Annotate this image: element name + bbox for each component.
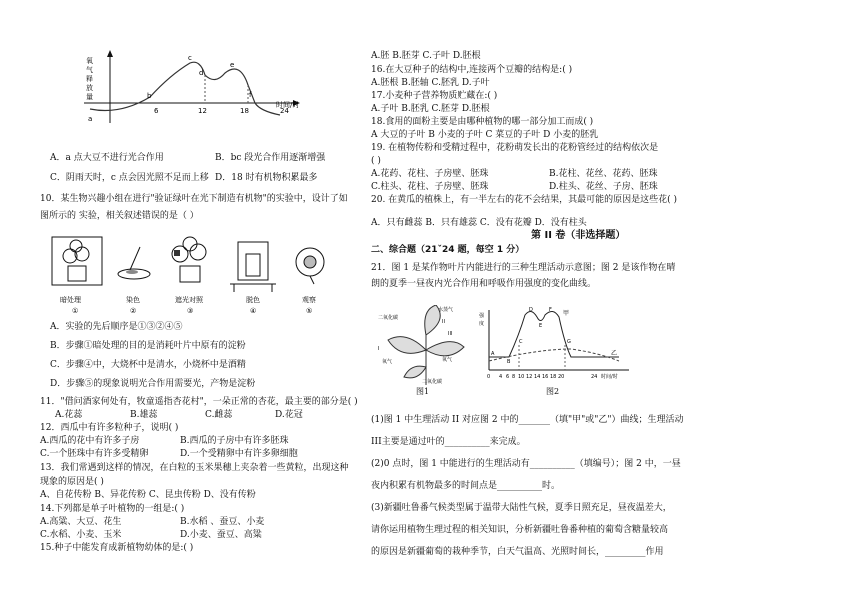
q12-option-d: D.一个受精卵中有许多卵细胞 <box>180 449 298 459</box>
q15-stem: 15.种子中能发育成新植物幼体的是:( ) <box>40 543 194 553</box>
fig2-tick-0: 0 <box>487 374 491 380</box>
fig2-point-c: C <box>519 339 523 345</box>
fig2-tick-12: 12 <box>526 374 533 380</box>
q9-option-a: A．a 点大豆不进行光合作用 <box>50 153 164 163</box>
q18-options: A 大豆的子叶 B 小麦的子叶 C 菜豆的子叶 D 小麦的胚乳 <box>371 130 599 140</box>
q19-option-c: C.柱头、花柱、子房壁、胚珠 <box>371 182 489 192</box>
q9-option-c: C．阴雨天时，c 点会因光照不足而上移 <box>50 173 209 183</box>
q14-option-a: A.高粱、大豆、花生 <box>40 517 122 527</box>
q12-option-c: C.一个胚珠中有许多受精卵 <box>40 449 149 459</box>
step-4-name: 脱色 <box>246 296 260 304</box>
graph-tick-12: 12 <box>198 107 207 115</box>
fig2-tick-6: 6 <box>506 374 510 380</box>
graph-ylabel-1: 氧 <box>86 57 93 65</box>
q11-option-a: A.花蕊 <box>55 410 83 420</box>
q10-option-c: C．步骤④中，大烧杯中是清水，小烧杯中是酒精 <box>50 360 246 370</box>
q15-options: A.胚 B.胚芽 C.子叶 D.胚根 <box>371 51 481 61</box>
q11-option-c: C.雌蕊 <box>205 410 233 420</box>
fig2-point-b: B <box>507 359 511 365</box>
q21-part2-b: 夜内积累有机物最多的时间点是__________时。 <box>371 481 561 491</box>
fig1-oxygen-right: 氧气 <box>442 357 453 363</box>
fig2-point-f: F <box>549 307 552 313</box>
q21-part2-a: (2)0 点时，图 1 中能进行的生理活动有__________（填编号）；图 2 中，一昼 <box>371 459 681 469</box>
graph-xlabel: 时间/时 <box>276 101 300 109</box>
q21-part3-a: (3)新疆吐鲁番气候类型属于温带大陆性气候，夏季日照充足，昼夜温差大， <box>371 503 672 513</box>
fig2-point-g: G <box>567 339 571 345</box>
q21-part3-b: 请你运用植物生理过程的相关知识，分析新疆吐鲁番种植的葡萄含糖量较高 <box>371 525 669 535</box>
graph-point-e: e <box>230 61 235 69</box>
fig2-tick-18: 18 <box>550 374 557 380</box>
q21-fig2-caption: 图2 <box>546 387 560 396</box>
fig2-tick-20: 20 <box>558 374 565 380</box>
step-4-num: ④ <box>250 307 257 315</box>
graph-ylabel-5: 量 <box>86 93 93 101</box>
q11-option-d: D.花冠 <box>275 410 303 420</box>
q19-blank: ( ) <box>371 156 381 166</box>
graph-point-f: f <box>249 91 252 99</box>
q10-option-b: B．步骤①暗处理的目的是消耗叶片中原有的淀粉 <box>50 341 246 351</box>
q21-part1-a: (1)图 1 中生理活动 II 对应图 2 中的_______（填"甲"或"乙"）曲线；生理活动 <box>371 415 684 425</box>
graph-ylabel-3: 释 <box>86 75 93 83</box>
graph-tick-18: 18 <box>240 107 249 115</box>
q21-intro-1: 21．图 1 是某作物叶片内能进行的三种生理活动示意图；图 2 是该作物在晴 <box>371 263 676 273</box>
fig1-label-iii: III <box>448 331 453 337</box>
q10-option-a: A．实验的先后顺序是①③②④⑤ <box>50 322 183 332</box>
fig1-water-vapor: 水蒸气 <box>438 307 454 313</box>
q14-option-c: C.水稻、小麦、玉米 <box>40 530 122 540</box>
step-2-name: 染色 <box>126 296 140 304</box>
q12-option-b: B.西瓜的子房中有许多胚珠 <box>180 436 289 446</box>
fig1-co2-bottom: 二氧化碳 <box>422 379 443 385</box>
q11-option-b: B.雄蕊 <box>130 410 158 420</box>
q21-figure-1-leaf <box>376 305 476 395</box>
part2-section: 二、综合题（21ˇ24 题，每空 1 分） <box>371 245 525 255</box>
fig2-tick-24: 24 <box>591 374 598 380</box>
fig1-oxygen-left: 氧气 <box>382 359 393 365</box>
step-2-num: ② <box>130 307 137 315</box>
q19-option-b: B.花柱、花丝、花药、胚珠 <box>549 169 658 179</box>
graph-ylabel-4: 放 <box>86 84 93 92</box>
graph-point-b: b <box>147 92 152 100</box>
q10-stem-2: 图所示的 实验，相关叙述错误的是（ ） <box>40 211 199 221</box>
fig2-ylabel-1: 强 <box>479 313 485 319</box>
q12-stem: 12．西瓜中有许多粒种子，说明( ) <box>40 423 179 433</box>
q17-options: A.子叶 B.胚乳 C.胚芽 D.胚根 <box>371 104 490 114</box>
fig2-tick-8: 8 <box>512 374 516 380</box>
graph-ylabel-2: 气 <box>86 66 93 74</box>
q14-option-d: D.小麦、蚕豆、高粱 <box>180 530 262 540</box>
fig2-tick-4: 4 <box>499 374 503 380</box>
graph-point-d: d <box>199 69 204 77</box>
q14-stem: 14.下列都是单子叶植物的一组是:( ) <box>40 504 185 514</box>
q21-fig1-caption: 图1 <box>416 387 430 396</box>
step-1-num: ① <box>72 307 79 315</box>
step-3-name: 遮光对照 <box>175 296 203 304</box>
q21-part3-c: 的原因是新疆葡萄的栽种季节，白天气温高、光照时间长，_________作用 <box>371 547 664 557</box>
fig2-point-e: E <box>539 323 543 329</box>
part2-title: 第 II 卷（非选择题） <box>531 230 626 241</box>
q21-intro-2: 朗的夏季一昼夜内光合作用和呼吸作用强度的变化曲线。 <box>371 279 597 289</box>
fig2-point-a: A <box>491 351 495 357</box>
q18-stem: 18.食用的面粉主要是由哪种植物的哪一部分加工而成( ) <box>371 117 594 127</box>
q21-part1-b: III主要是通过叶的__________来完成。 <box>371 437 526 447</box>
graph-point-c: c <box>188 54 192 62</box>
q20-stem: 20. 在黄瓜的植株上，有一半左右的花不会结果，其最可能的原因是这些花( ) <box>371 195 678 205</box>
fig1-label-i: I <box>378 346 380 352</box>
step-3-num: ③ <box>187 307 194 315</box>
oxygen-release-graph <box>50 45 310 135</box>
fig2-tick-14: 14 <box>534 374 541 380</box>
step-5-num: ⑤ <box>306 307 313 315</box>
q19-option-d: D.柱头、花丝、子房、胚珠 <box>549 182 658 192</box>
graph-point-a: a <box>88 115 93 123</box>
q13-stem-1: 13．我们常遇到这样的情况，在白粒的玉米果穗上夹杂着一些黄粒，出现这种 <box>40 463 349 473</box>
q10-option-d: D．步骤⑤的现象说明光合作用需要光，产物是淀粉 <box>50 379 256 389</box>
q16-stem: 16.在大豆种子的结构中,连接两个豆瓣的结构是:( ) <box>371 65 573 75</box>
q21-figure-2-chart <box>479 305 639 390</box>
step-1-name: 暗处理 <box>60 296 81 304</box>
q11-stem: 11．"借问酒家何处有，牧童遥指杏花村"，一朵正常的杏花，最主要的部分是( ) <box>40 397 358 407</box>
graph-tick-6: 6 <box>154 107 159 115</box>
fig2-tick-16: 16 <box>542 374 549 380</box>
q17-stem: 17.小麦种子营养物质贮藏在:( ) <box>371 91 498 101</box>
q16-options: A.胚根 B.胚轴 C.胚乳 D.子叶 <box>371 78 490 88</box>
fig2-point-d: D <box>529 307 533 313</box>
q13-options: A、自花传粉 B、异花传粉 C、昆虫传粉 D、没有传粉 <box>40 490 256 500</box>
fig2-ylabel-2: 度 <box>479 321 485 327</box>
q13-stem-2: 现象的原因是( ) <box>40 477 104 487</box>
q9-option-d: D．18 时有机物积累最多 <box>215 173 318 183</box>
fig2-jia: 甲 <box>563 310 570 317</box>
q19-stem: 19. 在植物传粉和受精过程中，花粉萌发长出的花粉管经过的结构依次是 <box>371 143 659 153</box>
step-5-name: 观察 <box>302 296 316 304</box>
fig1-label-ii: II <box>442 319 445 325</box>
fig2-tick-10: 10 <box>518 374 525 380</box>
q14-option-b: B.水稻 、蚕豆、小麦 <box>180 517 265 527</box>
fig2-xlabel: 时间/时 <box>601 374 618 380</box>
graph-tick-24: 24 <box>280 107 289 115</box>
experiment-steps-figure <box>50 232 340 317</box>
q12-option-a: A.西瓜的花中有许多子房 <box>40 436 140 446</box>
q9-option-b: B．bc 段光合作用逐渐增强 <box>215 153 326 163</box>
fig1-co2-top: 二氧化碳 <box>378 315 399 321</box>
q19-option-a: A.花药、花柱、子房壁、胚珠 <box>371 169 489 179</box>
q10-stem-1: 10．某生物兴趣小组在进行"验证绿叶在光下制造有机物"的实验中，设计了如 <box>40 194 348 204</box>
q20-options: A．只有雌蕊 B．只有雄蕊 C．没有花瓣 D．没有柱头 <box>371 218 587 228</box>
fig2-yi: 乙 <box>611 350 618 357</box>
